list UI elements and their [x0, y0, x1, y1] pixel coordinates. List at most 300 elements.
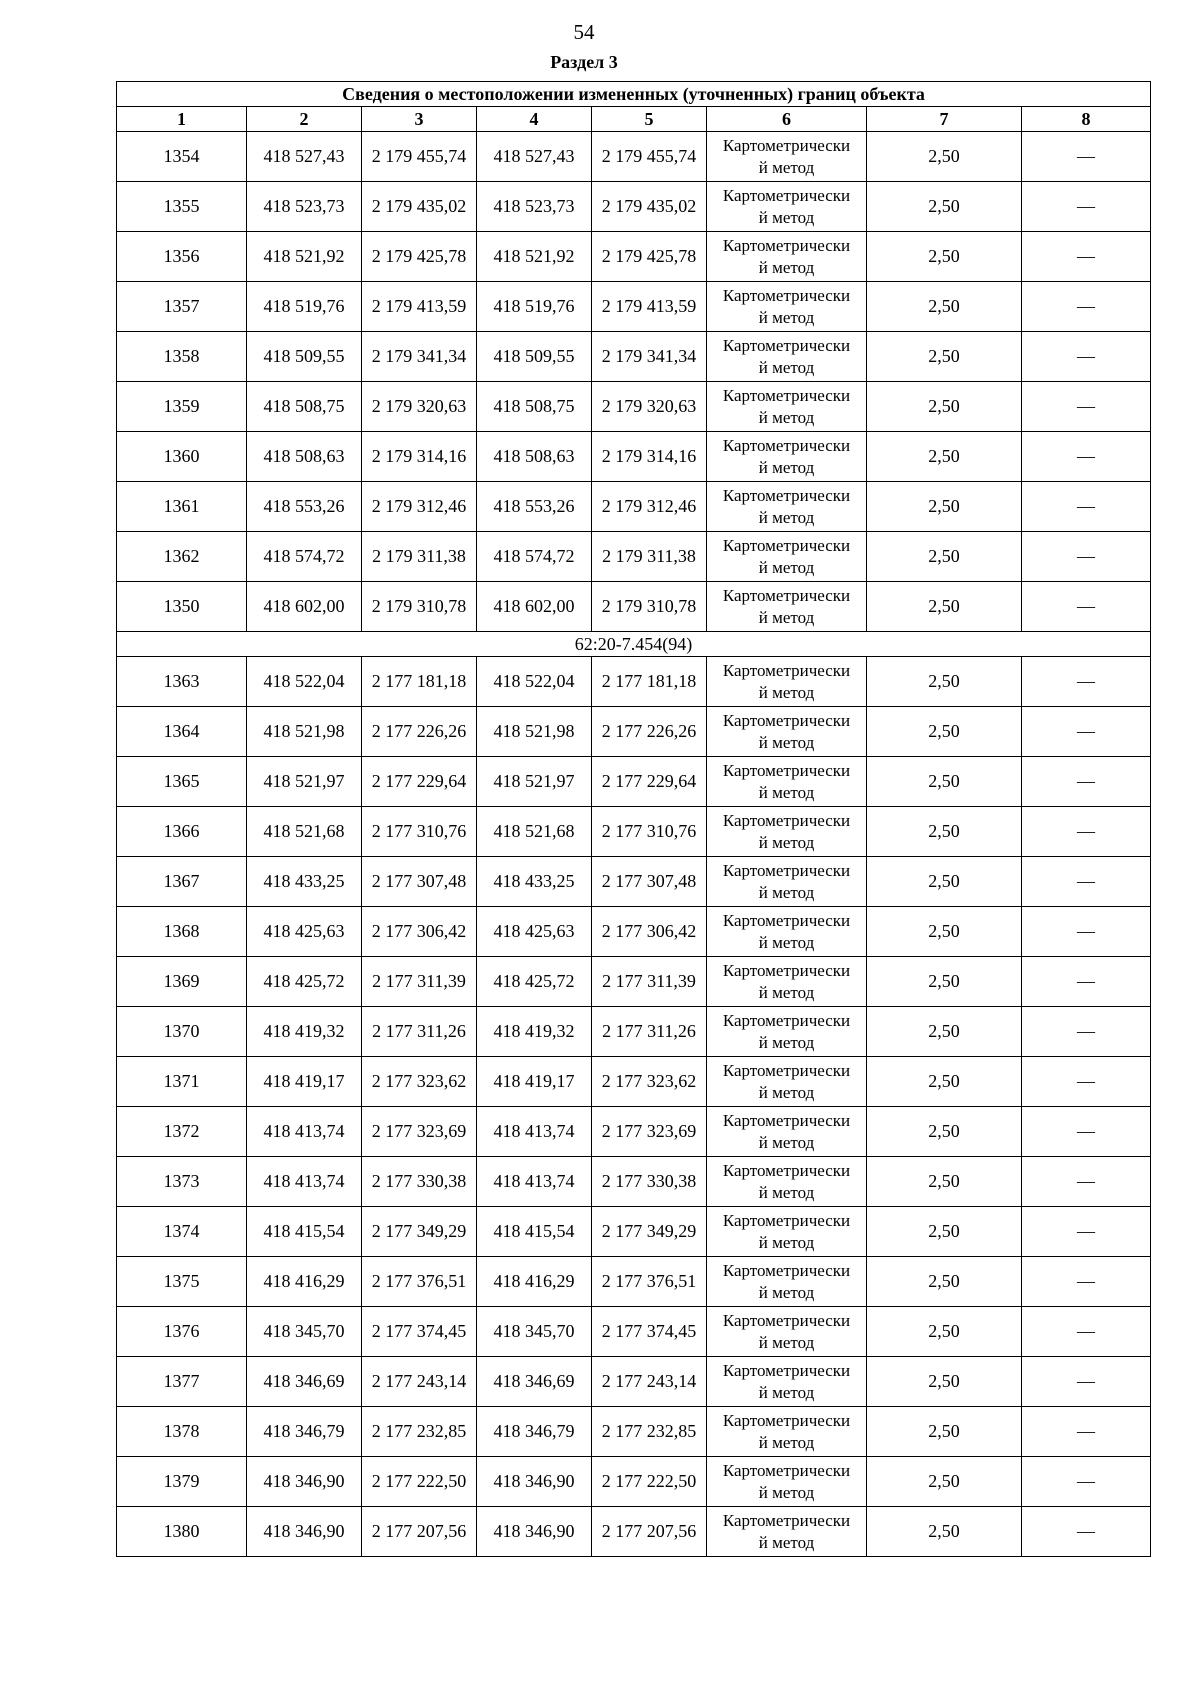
y-existing-cell: 2 177 226,26: [362, 707, 477, 757]
table-row: [117, 707, 1151, 757]
x-refined-cell: 418 425,63: [477, 907, 592, 957]
y-refined-cell: 2 177 349,29: [592, 1207, 707, 1257]
method-text-line1: Картометрически: [722, 285, 851, 305]
accuracy-cell: 2,50: [867, 382, 1022, 432]
accuracy-cell: 2,50: [867, 1307, 1022, 1357]
column-header-row: [117, 107, 1151, 132]
point-number-cell: 1368: [117, 907, 247, 957]
x-refined-cell: 418 508,75: [477, 382, 592, 432]
method-text-line1: Картометрически: [722, 1110, 851, 1130]
x-existing-cell: 418 523,73: [247, 182, 362, 232]
y-refined-cell: 2 177 374,45: [592, 1307, 707, 1357]
method-text-line1: Картометрически: [722, 760, 851, 780]
y-refined-cell: 2 177 222,50: [592, 1457, 707, 1507]
method-cell: [707, 857, 867, 907]
method-text-line2: й метод: [758, 507, 815, 527]
table-caption: Сведения о местоположении измененных (уточненных) границ объекта: [117, 82, 1151, 107]
method-text-line2: й метод: [758, 607, 815, 627]
description-cell: —: [1022, 182, 1151, 232]
y-existing-cell: 2 177 374,45: [362, 1307, 477, 1357]
column-header: 8: [1022, 107, 1151, 132]
column-header: 6: [707, 107, 867, 132]
y-refined-cell: 2 177 311,26: [592, 1007, 707, 1057]
column-header: 2: [247, 107, 362, 132]
accuracy-cell: 2,50: [867, 1357, 1022, 1407]
y-refined-cell: 2 177 307,48: [592, 857, 707, 907]
method-text-line2: й метод: [758, 557, 815, 577]
y-existing-cell: 2 179 320,63: [362, 382, 477, 432]
accuracy-cell: 2,50: [867, 957, 1022, 1007]
description-cell: —: [1022, 1157, 1151, 1207]
x-refined-cell: 418 419,32: [477, 1007, 592, 1057]
description-cell: —: [1022, 1307, 1151, 1357]
accuracy-cell: 2,50: [867, 132, 1022, 182]
y-existing-cell: 2 179 312,46: [362, 482, 477, 532]
accuracy-cell: 2,50: [867, 1007, 1022, 1057]
column-header: 7: [867, 107, 1022, 132]
description-cell: —: [1022, 132, 1151, 182]
table-row: [117, 657, 1151, 707]
description-cell: —: [1022, 532, 1151, 582]
x-existing-cell: 418 519,76: [247, 282, 362, 332]
method-cell: [707, 532, 867, 582]
table-row: [117, 582, 1151, 632]
method-cell: [707, 132, 867, 182]
x-refined-cell: 418 419,17: [477, 1057, 592, 1107]
y-existing-cell: 2 177 181,18: [362, 657, 477, 707]
y-existing-cell: 2 179 425,78: [362, 232, 477, 282]
y-existing-cell: 2 177 323,69: [362, 1107, 477, 1157]
y-refined-cell: 2 179 435,02: [592, 182, 707, 232]
x-refined-cell: 418 519,76: [477, 282, 592, 332]
x-existing-cell: 418 433,25: [247, 857, 362, 907]
y-refined-cell: 2 179 413,59: [592, 282, 707, 332]
accuracy-cell: 2,50: [867, 432, 1022, 482]
y-existing-cell: 2 179 413,59: [362, 282, 477, 332]
accuracy-cell: 2,50: [867, 582, 1022, 632]
description-cell: —: [1022, 1207, 1151, 1257]
x-existing-cell: 418 508,63: [247, 432, 362, 482]
description-cell: —: [1022, 1057, 1151, 1107]
table-caption-row: [117, 82, 1151, 107]
method-text-line1: Картометрически: [722, 1410, 851, 1430]
accuracy-cell: 2,50: [867, 1257, 1022, 1307]
table-row: [117, 182, 1151, 232]
method-text-line2: й метод: [758, 257, 815, 277]
table-row: [117, 532, 1151, 582]
method-cell: [707, 232, 867, 282]
y-existing-cell: 2 179 435,02: [362, 182, 477, 232]
method-cell: [707, 482, 867, 532]
x-refined-cell: 418 346,79: [477, 1407, 592, 1457]
method-cell: [707, 382, 867, 432]
y-refined-cell: 2 177 232,85: [592, 1407, 707, 1457]
table-row: [117, 432, 1151, 482]
y-refined-cell: 2 177 226,26: [592, 707, 707, 757]
method-cell: [707, 432, 867, 482]
table-row: [117, 482, 1151, 532]
point-number-cell: 1359: [117, 382, 247, 432]
y-existing-cell: 2 177 349,29: [362, 1207, 477, 1257]
table-row: [117, 382, 1151, 432]
accuracy-cell: 2,50: [867, 1457, 1022, 1507]
accuracy-cell: 2,50: [867, 482, 1022, 532]
description-cell: —: [1022, 282, 1151, 332]
x-existing-cell: 418 553,26: [247, 482, 362, 532]
accuracy-cell: 2,50: [867, 182, 1022, 232]
point-number-cell: 1370: [117, 1007, 247, 1057]
method-cell: [707, 807, 867, 857]
method-text-line1: Картометрически: [722, 185, 851, 205]
method-text-line1: Картометрически: [722, 1010, 851, 1030]
point-number-cell: 1360: [117, 432, 247, 482]
table-row: [117, 282, 1151, 332]
method-text-line2: й метод: [758, 932, 815, 952]
x-refined-cell: 418 602,00: [477, 582, 592, 632]
y-existing-cell: 2 179 455,74: [362, 132, 477, 182]
accuracy-cell: 2,50: [867, 1107, 1022, 1157]
method-text-line2: й метод: [758, 1132, 815, 1152]
x-existing-cell: 418 508,75: [247, 382, 362, 432]
point-number-cell: 1378: [117, 1407, 247, 1457]
y-existing-cell: 2 179 314,16: [362, 432, 477, 482]
point-number-cell: 1363: [117, 657, 247, 707]
description-cell: —: [1022, 1107, 1151, 1157]
method-text-line1: Картометрически: [722, 135, 851, 155]
method-cell: [707, 1207, 867, 1257]
x-existing-cell: 418 521,68: [247, 807, 362, 857]
x-refined-cell: 418 433,25: [477, 857, 592, 907]
y-existing-cell: 2 177 307,48: [362, 857, 477, 907]
page-number: 54: [573, 20, 595, 44]
x-existing-cell: 418 345,70: [247, 1307, 362, 1357]
description-cell: —: [1022, 582, 1151, 632]
description-cell: —: [1022, 1357, 1151, 1407]
table-row: [117, 1457, 1151, 1507]
method-text-line2: й метод: [758, 1432, 815, 1452]
table-row: [117, 332, 1151, 382]
x-existing-cell: 418 416,29: [247, 1257, 362, 1307]
y-refined-cell: 2 177 330,38: [592, 1157, 707, 1207]
x-existing-cell: 418 346,69: [247, 1357, 362, 1407]
accuracy-cell: 2,50: [867, 857, 1022, 907]
y-refined-cell: 2 177 181,18: [592, 657, 707, 707]
x-existing-cell: 418 425,72: [247, 957, 362, 1007]
description-cell: —: [1022, 382, 1151, 432]
table-row: [117, 1357, 1151, 1407]
column-header: 1: [117, 107, 247, 132]
x-existing-cell: 418 415,54: [247, 1207, 362, 1257]
method-text-line1: Картометрически: [722, 910, 851, 930]
y-refined-cell: 2 179 314,16: [592, 432, 707, 482]
x-refined-cell: 418 527,43: [477, 132, 592, 182]
table-row: [117, 1257, 1151, 1307]
y-existing-cell: 2 179 311,38: [362, 532, 477, 582]
point-number-cell: 1369: [117, 957, 247, 1007]
method-cell: [707, 657, 867, 707]
point-number-cell: 1373: [117, 1157, 247, 1207]
method-cell: [707, 582, 867, 632]
accuracy-cell: 2,50: [867, 232, 1022, 282]
point-number-cell: 1374: [117, 1207, 247, 1257]
x-refined-cell: 418 346,90: [477, 1457, 592, 1507]
description-cell: —: [1022, 232, 1151, 282]
method-text-line2: й метод: [758, 1482, 815, 1502]
accuracy-cell: 2,50: [867, 1207, 1022, 1257]
method-text-line2: й метод: [758, 1382, 815, 1402]
method-text-line1: Картометрически: [722, 1510, 851, 1530]
description-cell: —: [1022, 807, 1151, 857]
method-text-line2: й метод: [758, 1282, 815, 1302]
group-label: 62:20-7.454(94): [117, 632, 1151, 657]
point-number-cell: 1364: [117, 707, 247, 757]
description-cell: —: [1022, 757, 1151, 807]
table-row: [117, 232, 1151, 282]
method-text-line1: Картометрически: [722, 710, 851, 730]
table-row: [117, 807, 1151, 857]
x-existing-cell: 418 509,55: [247, 332, 362, 382]
method-text-line1: Картометрически: [722, 810, 851, 830]
x-existing-cell: 418 413,74: [247, 1107, 362, 1157]
table-row: [117, 132, 1151, 182]
method-text-line2: й метод: [758, 157, 815, 177]
point-number-cell: 1365: [117, 757, 247, 807]
method-text-line2: й метод: [758, 982, 815, 1002]
point-number-cell: 1367: [117, 857, 247, 907]
accuracy-cell: 2,50: [867, 282, 1022, 332]
description-cell: —: [1022, 907, 1151, 957]
table-row: [117, 1007, 1151, 1057]
method-cell: [707, 1357, 867, 1407]
description-cell: —: [1022, 1257, 1151, 1307]
accuracy-cell: 2,50: [867, 1157, 1022, 1207]
method-cell: [707, 1007, 867, 1057]
y-refined-cell: 2 177 311,39: [592, 957, 707, 1007]
group-label-row: [117, 632, 1151, 657]
y-refined-cell: 2 179 312,46: [592, 482, 707, 532]
table-row: [117, 957, 1151, 1007]
method-text-line1: Картометрически: [722, 485, 851, 505]
section-title: Раздел 3: [550, 52, 618, 72]
accuracy-cell: 2,50: [867, 757, 1022, 807]
x-existing-cell: 418 521,92: [247, 232, 362, 282]
y-refined-cell: 2 177 243,14: [592, 1357, 707, 1407]
method-text-line1: Картометрически: [722, 1160, 851, 1180]
method-text-line1: Картометрически: [722, 1260, 851, 1280]
y-refined-cell: 2 177 376,51: [592, 1257, 707, 1307]
accuracy-cell: 2,50: [867, 1507, 1022, 1557]
table-row: [117, 1507, 1151, 1557]
x-existing-cell: 418 527,43: [247, 132, 362, 182]
x-refined-cell: 418 553,26: [477, 482, 592, 532]
y-refined-cell: 2 179 425,78: [592, 232, 707, 282]
accuracy-cell: 2,50: [867, 807, 1022, 857]
column-header: 3: [362, 107, 477, 132]
method-text-line2: й метод: [758, 882, 815, 902]
table-row: [117, 757, 1151, 807]
y-existing-cell: 2 179 310,78: [362, 582, 477, 632]
y-existing-cell: 2 177 207,56: [362, 1507, 477, 1557]
point-number-cell: 1380: [117, 1507, 247, 1557]
column-header: 4: [477, 107, 592, 132]
y-refined-cell: 2 179 341,34: [592, 332, 707, 382]
description-cell: —: [1022, 1457, 1151, 1507]
description-cell: —: [1022, 1007, 1151, 1057]
point-number-cell: 1354: [117, 132, 247, 182]
method-text-line2: й метод: [758, 1082, 815, 1102]
method-cell: [707, 1407, 867, 1457]
method-cell: [707, 282, 867, 332]
method-text-line1: Картометрически: [722, 335, 851, 355]
x-refined-cell: 418 509,55: [477, 332, 592, 382]
y-refined-cell: 2 179 320,63: [592, 382, 707, 432]
y-existing-cell: 2 177 222,50: [362, 1457, 477, 1507]
method-text-line2: й метод: [758, 1182, 815, 1202]
y-existing-cell: 2 179 341,34: [362, 332, 477, 382]
method-cell: [707, 1157, 867, 1207]
method-text-line1: Картометрически: [722, 1210, 851, 1230]
description-cell: —: [1022, 482, 1151, 532]
point-number-cell: 1377: [117, 1357, 247, 1407]
x-existing-cell: 418 521,98: [247, 707, 362, 757]
x-existing-cell: 418 419,17: [247, 1057, 362, 1107]
table-body: [117, 82, 1151, 1557]
point-number-cell: 1376: [117, 1307, 247, 1357]
accuracy-cell: 2,50: [867, 657, 1022, 707]
y-refined-cell: 2 177 306,42: [592, 907, 707, 957]
y-existing-cell: 2 177 311,26: [362, 1007, 477, 1057]
y-existing-cell: 2 177 376,51: [362, 1257, 477, 1307]
accuracy-cell: 2,50: [867, 1407, 1022, 1457]
point-number-cell: 1355: [117, 182, 247, 232]
x-refined-cell: 418 425,72: [477, 957, 592, 1007]
y-refined-cell: 2 179 311,38: [592, 532, 707, 582]
x-refined-cell: 418 522,04: [477, 657, 592, 707]
point-number-cell: 1372: [117, 1107, 247, 1157]
y-existing-cell: 2 177 229,64: [362, 757, 477, 807]
point-number-cell: 1362: [117, 532, 247, 582]
table-row: [117, 1307, 1151, 1357]
point-number-cell: 1358: [117, 332, 247, 382]
y-refined-cell: 2 177 310,76: [592, 807, 707, 857]
table-row: [117, 907, 1151, 957]
method-text-line1: Картометрически: [722, 960, 851, 980]
y-existing-cell: 2 177 311,39: [362, 957, 477, 1007]
x-existing-cell: 418 413,74: [247, 1157, 362, 1207]
point-number-cell: 1356: [117, 232, 247, 282]
description-cell: —: [1022, 857, 1151, 907]
method-cell: [707, 707, 867, 757]
method-text-line1: Картометрически: [722, 1460, 851, 1480]
x-refined-cell: 418 521,97: [477, 757, 592, 807]
x-existing-cell: 418 425,63: [247, 907, 362, 957]
method-text-line2: й метод: [758, 1232, 815, 1252]
y-refined-cell: 2 177 323,69: [592, 1107, 707, 1157]
method-cell: [707, 1257, 867, 1307]
method-text-line2: й метод: [758, 457, 815, 477]
method-cell: [707, 1057, 867, 1107]
accuracy-cell: 2,50: [867, 907, 1022, 957]
method-text-line1: Картометрически: [722, 435, 851, 455]
description-cell: —: [1022, 707, 1151, 757]
y-refined-cell: 2 177 229,64: [592, 757, 707, 807]
description-cell: —: [1022, 332, 1151, 382]
method-text-line2: й метод: [758, 682, 815, 702]
method-text-line1: Картометрически: [722, 660, 851, 680]
method-text-line2: й метод: [758, 307, 815, 327]
method-text-line1: Картометрически: [722, 235, 851, 255]
description-cell: —: [1022, 1407, 1151, 1457]
x-existing-cell: 418 522,04: [247, 657, 362, 707]
method-text-line2: й метод: [758, 782, 815, 802]
y-refined-cell: 2 179 310,78: [592, 582, 707, 632]
x-refined-cell: 418 574,72: [477, 532, 592, 582]
x-refined-cell: 418 521,98: [477, 707, 592, 757]
method-text-line2: й метод: [758, 357, 815, 377]
table-row: [117, 857, 1151, 907]
y-refined-cell: 2 177 207,56: [592, 1507, 707, 1557]
table-row: [117, 1057, 1151, 1107]
description-cell: —: [1022, 957, 1151, 1007]
table-row: [117, 1107, 1151, 1157]
x-refined-cell: 418 521,92: [477, 232, 592, 282]
x-refined-cell: 418 508,63: [477, 432, 592, 482]
point-number-cell: 1375: [117, 1257, 247, 1307]
x-existing-cell: 418 574,72: [247, 532, 362, 582]
point-number-cell: 1366: [117, 807, 247, 857]
method-text-line2: й метод: [758, 1532, 815, 1552]
accuracy-cell: 2,50: [867, 707, 1022, 757]
x-refined-cell: 418 415,54: [477, 1207, 592, 1257]
x-refined-cell: 418 416,29: [477, 1257, 592, 1307]
accuracy-cell: 2,50: [867, 1057, 1022, 1107]
x-existing-cell: 418 419,32: [247, 1007, 362, 1057]
table-row: [117, 1157, 1151, 1207]
y-existing-cell: 2 177 323,62: [362, 1057, 477, 1107]
x-refined-cell: 418 413,74: [477, 1107, 592, 1157]
x-refined-cell: 418 523,73: [477, 182, 592, 232]
y-existing-cell: 2 177 232,85: [362, 1407, 477, 1457]
point-number-cell: 1361: [117, 482, 247, 532]
method-cell: [707, 907, 867, 957]
method-text-line2: й метод: [758, 207, 815, 227]
method-cell: [707, 1457, 867, 1507]
method-cell: [707, 1507, 867, 1557]
point-number-cell: 1350: [117, 582, 247, 632]
x-existing-cell: 418 346,90: [247, 1507, 362, 1557]
accuracy-cell: 2,50: [867, 532, 1022, 582]
point-number-cell: 1371: [117, 1057, 247, 1107]
description-cell: —: [1022, 432, 1151, 482]
y-refined-cell: 2 177 323,62: [592, 1057, 707, 1107]
x-refined-cell: 418 345,70: [477, 1307, 592, 1357]
x-refined-cell: 418 413,74: [477, 1157, 592, 1207]
method-text-line2: й метод: [758, 1032, 815, 1052]
description-cell: —: [1022, 657, 1151, 707]
boundary-points-table: [116, 81, 1151, 1557]
method-text-line1: Картометрически: [722, 385, 851, 405]
y-existing-cell: 2 177 306,42: [362, 907, 477, 957]
y-refined-cell: 2 179 455,74: [592, 132, 707, 182]
method-text-line1: Картометрически: [722, 1310, 851, 1330]
method-text-line1: Картометрически: [722, 1360, 851, 1380]
method-cell: [707, 332, 867, 382]
accuracy-cell: 2,50: [867, 332, 1022, 382]
point-number-cell: 1379: [117, 1457, 247, 1507]
x-existing-cell: 418 346,79: [247, 1407, 362, 1457]
x-existing-cell: 418 346,90: [247, 1457, 362, 1507]
x-refined-cell: 418 521,68: [477, 807, 592, 857]
